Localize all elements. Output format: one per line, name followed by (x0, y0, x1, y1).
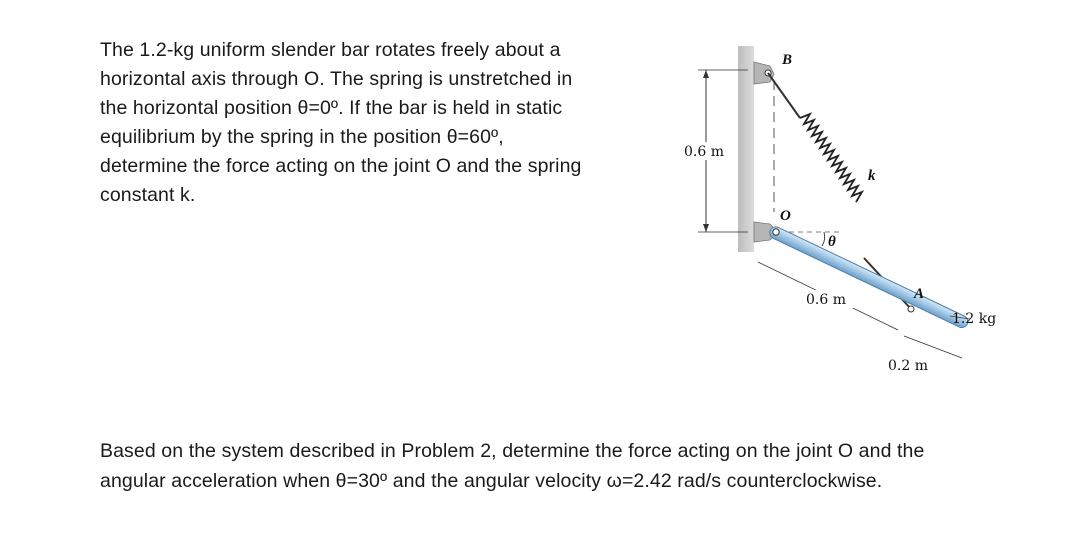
mechanics-figure (670, 40, 1010, 385)
dim-arrow-up (703, 70, 709, 78)
slender-bar (768, 225, 970, 330)
problem-line-4: equilibrium by the spring in the position θ=60º, (100, 126, 504, 148)
spring-rod-top (768, 73, 800, 118)
problem-line-2: horizontal axis through O. The spring is unstretched in (100, 68, 573, 90)
pin-O (773, 229, 779, 235)
problem-statement (100, 36, 660, 210)
followup-question (100, 436, 1040, 496)
label-theta: θ (828, 234, 836, 250)
label-B: B (782, 52, 793, 68)
dim-bar-end (904, 336, 962, 358)
dim-arrow-down (703, 224, 709, 232)
theta-arc (822, 232, 825, 246)
followup-line-1: Based on the system described in Problem 2, determine the force acting on the joint O and the (100, 440, 925, 462)
problem-line-1: The 1.2-kg uniform slender bar rotates freely about a (100, 39, 561, 61)
problem-line-6: constant k. (100, 184, 196, 206)
problem-line-5: determine the force acting on the joint O and the spring (100, 155, 582, 177)
label-O: O (780, 208, 791, 224)
label-k: k (868, 168, 876, 184)
followup-line-2: angular acceleration when θ=30º and the angular velocity ω=2.42 rad/s counterclockwise. (100, 470, 883, 492)
wall (738, 46, 754, 252)
problem-line-3: the horizontal position θ=0º. If the bar is held in static (100, 97, 563, 119)
dim-bar-OA-label: 0.6 m (806, 292, 846, 308)
label-A: A (914, 286, 925, 302)
pin-A (908, 306, 914, 312)
dim-bar-end-label: 0.2 m (888, 358, 928, 374)
dim-vertical-label: 0.6 m (684, 144, 724, 160)
spring-coil (800, 114, 862, 202)
mass-label: 1.2 kg (952, 311, 997, 327)
figure-svg (670, 40, 1010, 385)
